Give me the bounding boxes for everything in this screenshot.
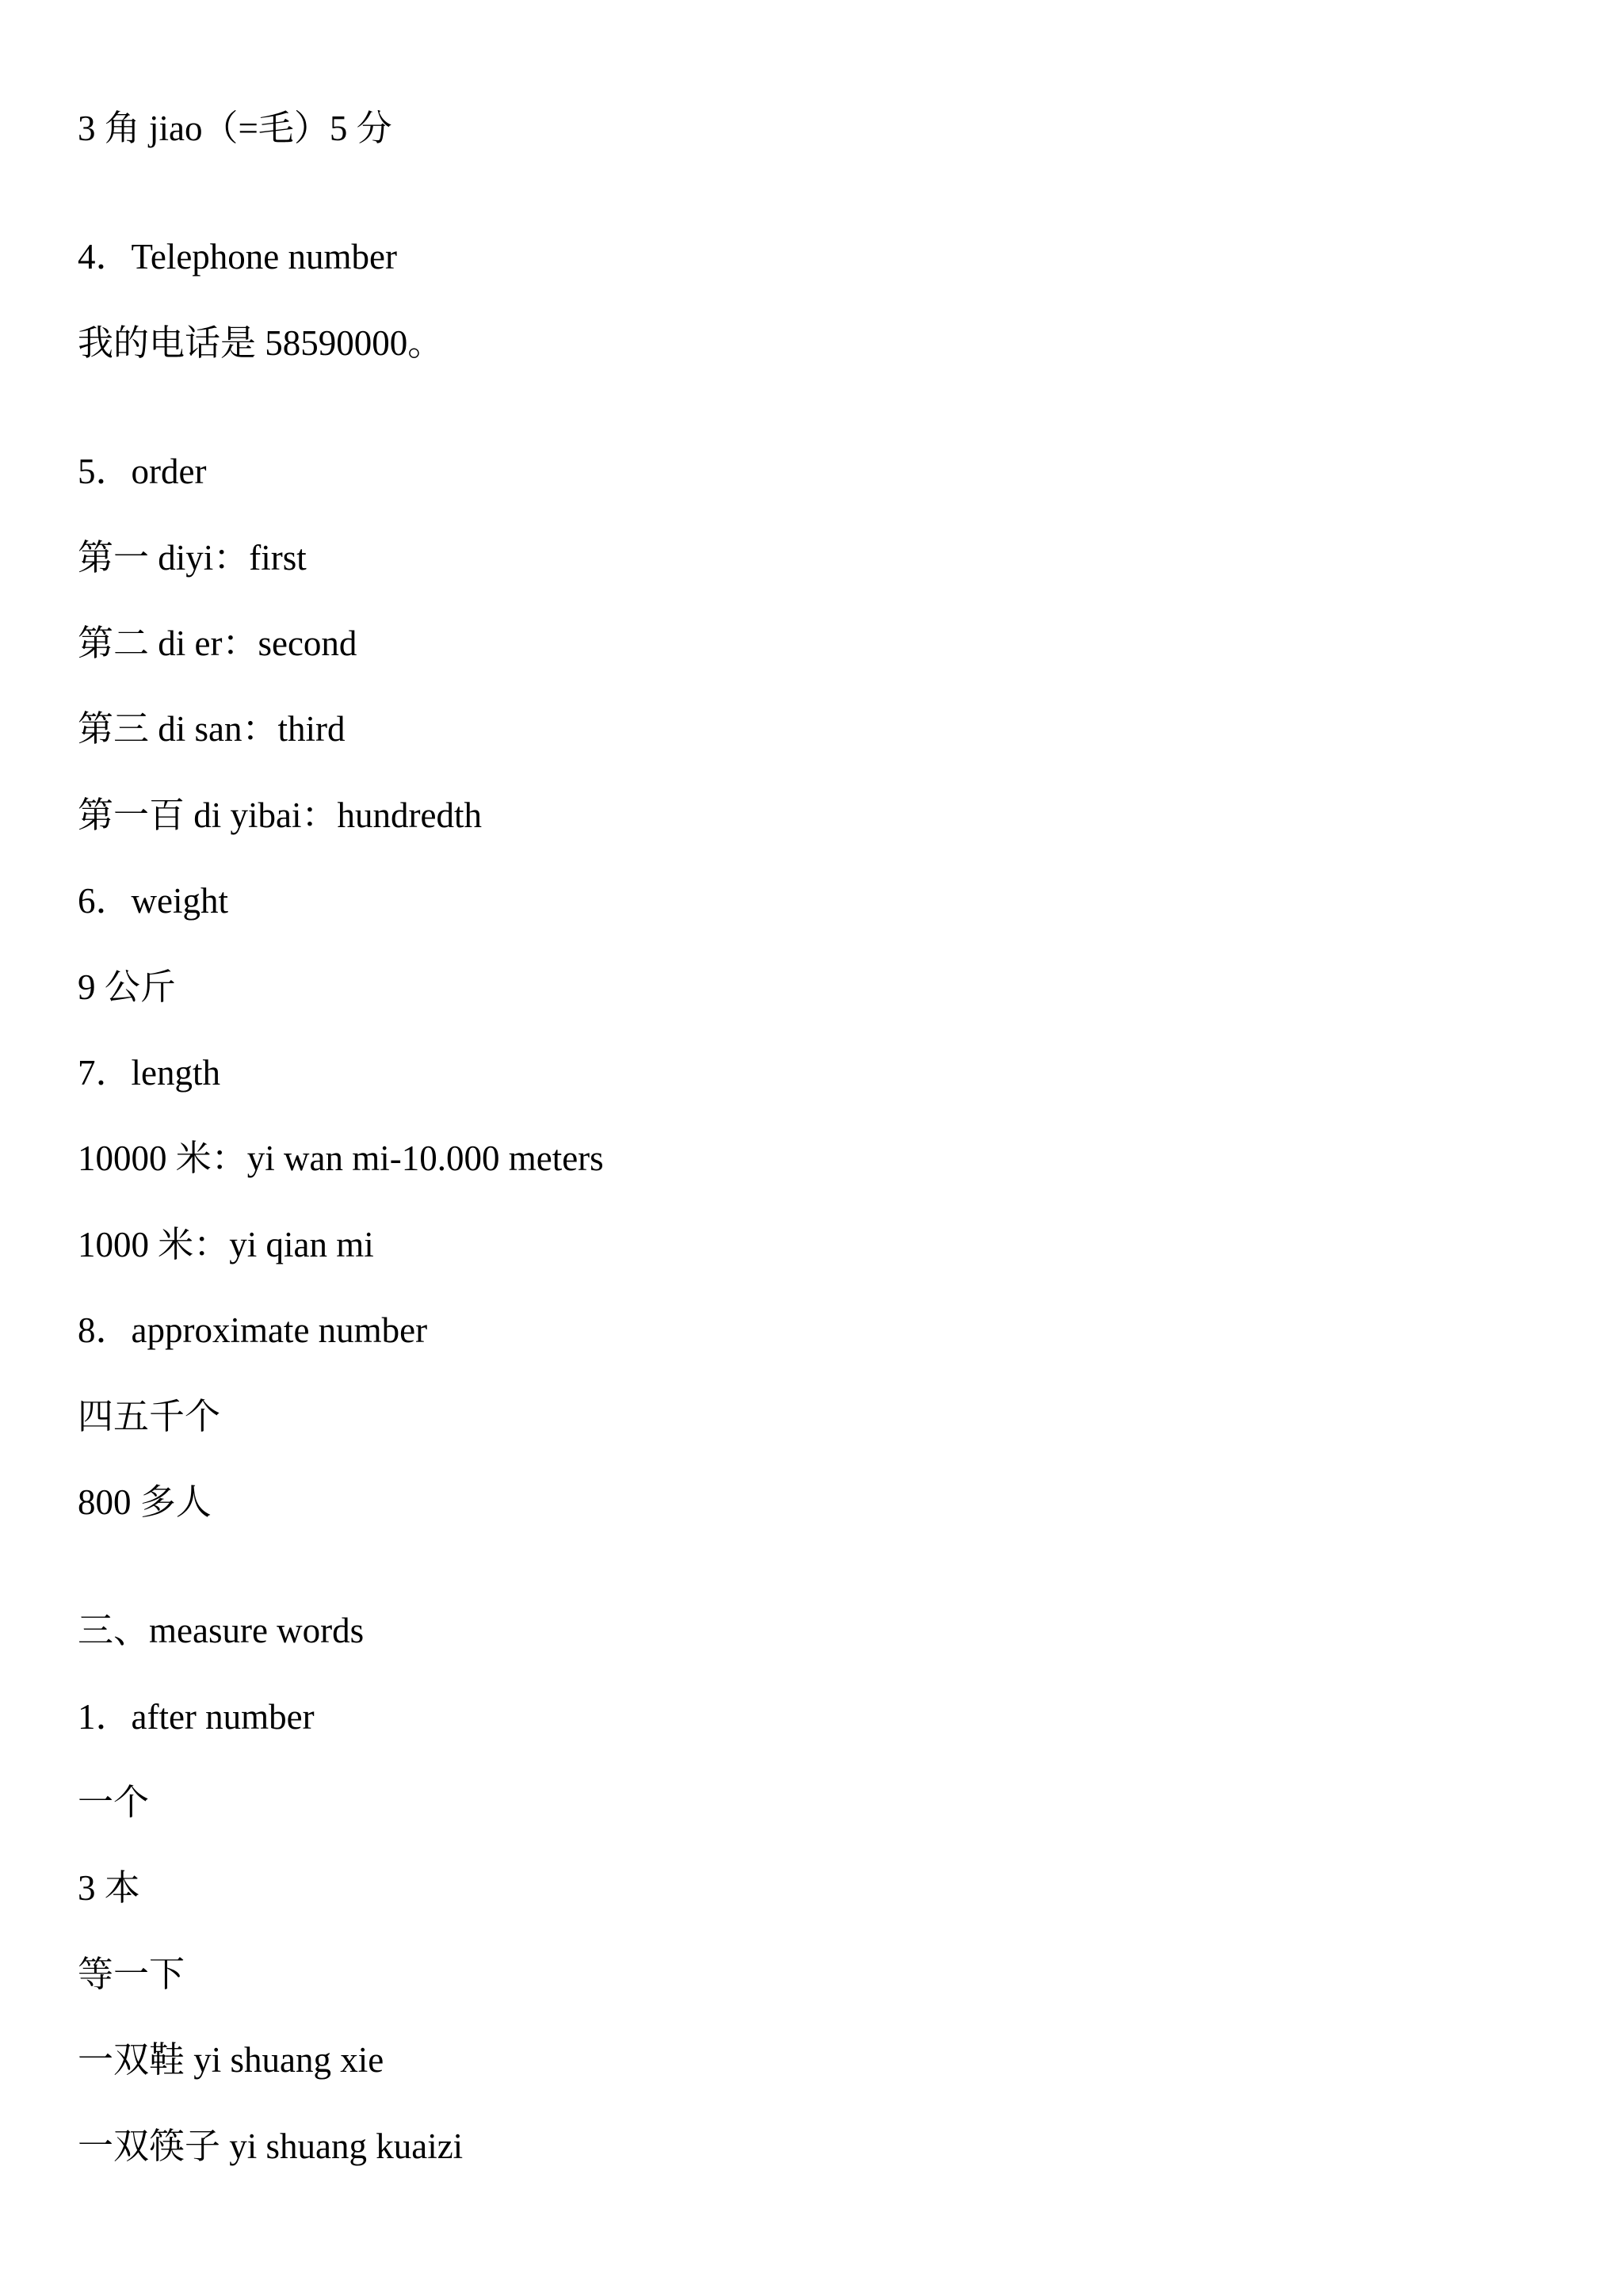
heading-length: 7．length (78, 1053, 220, 1093)
text-line-first: 第一 diyi：first (78, 538, 307, 578)
text-line-san-ben: 3 本 (78, 1868, 140, 1908)
heading-order: 5．order (78, 452, 207, 491)
text-line-thousand-meters: 1000 米：yi qian mi (78, 1225, 374, 1264)
text-line-third: 第三 di san：third (78, 709, 346, 749)
text-line-phone-example: 我的电话是 58590000。 (78, 323, 444, 363)
section-heading-measure-words: 三、measure words (78, 1611, 365, 1650)
text-line-over-800-people: 800 多人 (78, 1482, 212, 1522)
text-line-yi-ge: 一个 (78, 1783, 150, 1822)
text-line-chopsticks: 一双筷子 yi shuang kuaizi (78, 2126, 464, 2166)
heading-approximate-number: 8．approximate number (78, 1310, 428, 1350)
heading-telephone-number: 4．Telephone number (78, 237, 397, 277)
text-line-ten-thousand-meters: 10000 米：yi wan mi-10.000 meters (78, 1138, 604, 1178)
text-line-money-jiao-fen: 3 角 jiao（=毛）5 分 (78, 109, 392, 148)
text-line-deng-yi-xia: 等一下 (78, 1955, 185, 1994)
text-line-hundredth: 第一百 di yibai：hundredth (78, 795, 482, 835)
heading-weight: 6．weight (78, 881, 228, 921)
text-line-shoes: 一双鞋 yi shuang xie (78, 2040, 384, 2080)
text-line-weight-example: 9 公斤 (78, 967, 176, 1007)
heading-after-number: 1．after number (78, 1697, 315, 1737)
text-line-four-five-thousand: 四五千个 (78, 1397, 221, 1436)
text-line-second: 第二 di er：second (78, 624, 357, 663)
